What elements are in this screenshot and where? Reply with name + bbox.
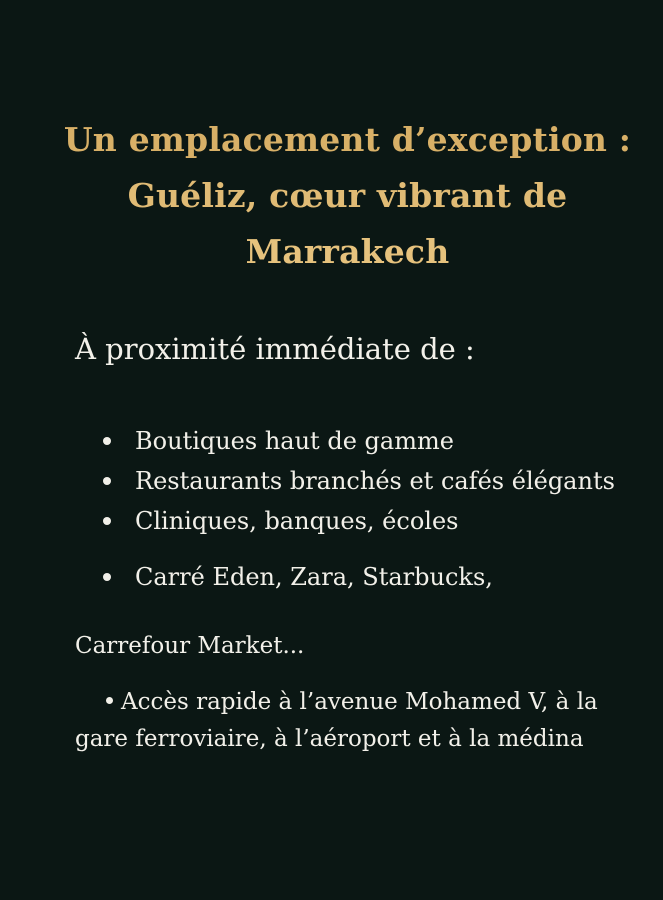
title-line: Un emplacement d’exception : [63, 120, 632, 159]
list-item-text: Boutiques haut de gamme [135, 427, 454, 455]
document-title [0, 112, 663, 280]
bullet-icon [103, 573, 111, 581]
access-text: Accès rapide à l’avenue Mohamed V, à la gare ferroviaire, à l’aéroport et à la médina [75, 689, 598, 752]
title-line: Guéliz, cœur vibrant de [127, 176, 568, 215]
list-item [99, 501, 659, 541]
title-line: Marrakech [245, 232, 450, 271]
bullet-icon [106, 697, 113, 704]
list-item-text: Restaurants branchés et cafés élégants [135, 467, 615, 495]
list-item-text: Carré Eden, Zara, Starbucks, [135, 563, 493, 591]
access-paragraph [75, 684, 635, 758]
list-item [99, 421, 659, 461]
list-item-text: Cliniques, banques, écoles [135, 507, 459, 535]
continued-text: Carrefour Market... [75, 633, 305, 659]
bullet-icon [103, 437, 111, 445]
list-item [99, 557, 659, 597]
list-item [99, 461, 659, 501]
bullet-icon [103, 517, 111, 525]
section-heading: À proximité immédiate de : [75, 332, 475, 366]
amenities-list [99, 421, 659, 597]
bullet-icon [103, 477, 111, 485]
